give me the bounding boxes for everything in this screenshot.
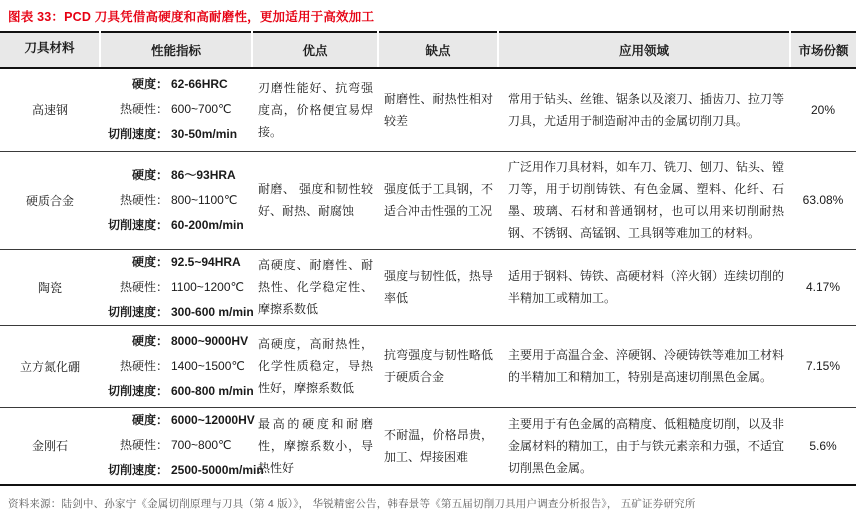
perf-value: 800~1100℃	[171, 192, 238, 207]
perf-hardness	[100, 250, 252, 275]
perf-cutting-speed	[100, 458, 264, 483]
material-cell: 陶瓷	[0, 249, 100, 325]
applications-cell: 常用于钻头、丝锥、锯条以及滚刀、插齿刀、拉刀等刀具，尤适用于制造耐冲击的金属切削刀具。	[498, 68, 790, 151]
perf-label: 硬度：	[131, 254, 168, 269]
header-market-share: 市场份额	[790, 32, 856, 68]
perf-cutting-speed	[100, 300, 252, 325]
perf-hardness	[100, 329, 252, 354]
applications-cell: 主要用于高温合金、淬硬钢、冷硬铸铁等难加工材料的半精加工和精加工，特别是高速切削黑色金属。	[498, 325, 790, 407]
perf-value: 6000~12000HV	[171, 413, 255, 428]
perf-label: 热硬性：	[119, 358, 168, 373]
perf-cutting-speed	[100, 379, 252, 404]
table-row-carbide	[0, 151, 856, 249]
perf-hardness	[100, 163, 252, 188]
perf-label: 切削速度：	[107, 127, 168, 142]
perf-label: 硬度：	[131, 333, 168, 348]
perf-value: 30-50m/min	[171, 127, 238, 142]
disadvantages-cell: 强度与韧性低，热导率低	[378, 249, 498, 325]
table-row-hss	[0, 68, 856, 151]
perf-label: 硬度：	[131, 77, 168, 92]
perf-value: 86～93HRA	[171, 167, 236, 182]
perf-cutting-speed	[100, 213, 252, 238]
performance-cell	[100, 68, 252, 151]
applications-cell: 广泛用作刀具材料，如车刀、铣刀、刨刀、钻头、镗刀等，用于切削铸铁、有色金属、塑料、化纤、石墨、玻璃、石材和普通钢材，也可以用来切削耐热钢、不锈钢、高锰钢、工具钢等难加工的材料。	[498, 151, 790, 249]
perf-cutting-speed	[100, 122, 252, 147]
perf-value: 1100~1200℃	[171, 279, 244, 294]
perf-value: 1400~1500℃	[171, 358, 245, 373]
perf-value: 2500-5000m/min	[171, 463, 264, 478]
perf-value: 700~800℃	[171, 438, 232, 453]
performance-cell	[100, 151, 252, 249]
header-material: 刀具材料	[0, 32, 100, 68]
material-cell: 硬质合金	[0, 151, 100, 249]
material-cell: 金刚石	[31, 439, 68, 454]
perf-label: 切削速度：	[107, 217, 168, 232]
applications-cell: 主要用于有色金属的高精度、低粗糙度切削，以及非金属材料的精加工，由于与铁元素亲和力强，不适宜切削黑色金属。	[508, 416, 785, 475]
disadvantages-cell: 抗弯强度与韧性略低于硬质合金	[378, 325, 498, 407]
performance-cell	[100, 249, 252, 325]
perf-value: 62-66HRC	[171, 77, 228, 92]
perf-value: 600-800 m/min	[171, 383, 254, 398]
perf-label: 硬度：	[131, 413, 168, 428]
perf-hot-hardness	[100, 97, 252, 122]
perf-label: 热硬性：	[119, 192, 168, 207]
data-source-note: 资料来源：陆剑中、孙家宁《金属切削原理与刀具（第 4 版）》， 华锐精密公告，韩春景等《第五届切削刀具用户调查分析报告》， 五矿证券研究所	[8, 498, 696, 510]
disadvantages-cell: 不耐温，价格昂贵，加工、焊接困难	[384, 427, 493, 464]
header-applications: 应用领域	[498, 32, 790, 68]
table-header-row	[0, 32, 856, 68]
header-performance: 性能指标	[100, 32, 252, 68]
advantages-cell: 耐磨、 强度和韧性较好、耐热、耐腐蚀	[252, 151, 378, 249]
material-cell: 立方氮化硼	[0, 325, 100, 407]
market-share-cell: 63.08%	[790, 151, 856, 249]
perf-label: 热硬性：	[119, 102, 168, 117]
applications-cell: 适用于钢料、铸铁、高硬材料（淬火钢）连续切削的半精加工或精加工。	[498, 249, 790, 325]
perf-value: 60-200m/min	[171, 217, 244, 232]
header-disadvantages: 缺点	[378, 32, 498, 68]
perf-label: 切削速度：	[107, 463, 168, 478]
header-advantages: 优点	[252, 32, 378, 68]
performance-cell	[100, 407, 264, 485]
perf-label: 热硬性：	[119, 438, 168, 453]
advantages-cell: 刃磨性能好、抗弯强度高，价格便宜易焊接。	[252, 68, 378, 151]
tool-material-table	[0, 31, 856, 486]
advantages-cell: 高硬度、耐磨性、耐热性、化学稳定性、摩擦系数低	[252, 249, 378, 325]
disadvantages-cell: 强度低于工具钢，不适合冲击性强的工况	[378, 151, 498, 249]
table-row-ceramic	[0, 249, 856, 325]
disadvantages-cell: 耐磨性、耐热性相对较差	[378, 68, 498, 151]
perf-hot-hardness	[100, 275, 252, 300]
perf-label: 切削速度：	[107, 383, 168, 398]
perf-hardness	[100, 408, 255, 433]
material-cell: 高速钢	[0, 68, 100, 151]
advantages-cell: 高硬度，高耐热性，化学性质稳定，导热性好，摩擦系数低	[252, 325, 378, 407]
advantages-cell: 最高的硬度和耐磨性，摩擦系数小，导热性好	[258, 416, 373, 475]
market-share-cell: 20%	[790, 68, 856, 151]
perf-value: 92.5~94HRA	[171, 254, 241, 269]
perf-label: 热硬性：	[119, 279, 168, 294]
perf-label: 切削速度：	[107, 304, 168, 319]
perf-hot-hardness	[100, 433, 252, 458]
perf-value: 300-600 m/min	[171, 304, 254, 319]
market-share-cell: 5.6%	[809, 438, 837, 453]
table-row-diamond	[0, 407, 856, 485]
perf-hot-hardness	[100, 188, 252, 213]
perf-hardness	[100, 72, 252, 97]
performance-cell	[100, 325, 252, 407]
market-share-cell: 4.17%	[790, 249, 856, 325]
perf-hot-hardness	[100, 354, 252, 379]
market-share-cell: 7.15%	[790, 325, 856, 407]
figure-title: 图表 33：PCD 刀具凭借高硬度和高耐磨性，更加适用于高效加工	[8, 10, 375, 24]
perf-label: 硬度：	[131, 167, 168, 182]
table-row-cbn	[0, 325, 856, 407]
perf-value: 8000~9000HV	[171, 333, 249, 348]
perf-value: 600~700℃	[171, 102, 232, 117]
